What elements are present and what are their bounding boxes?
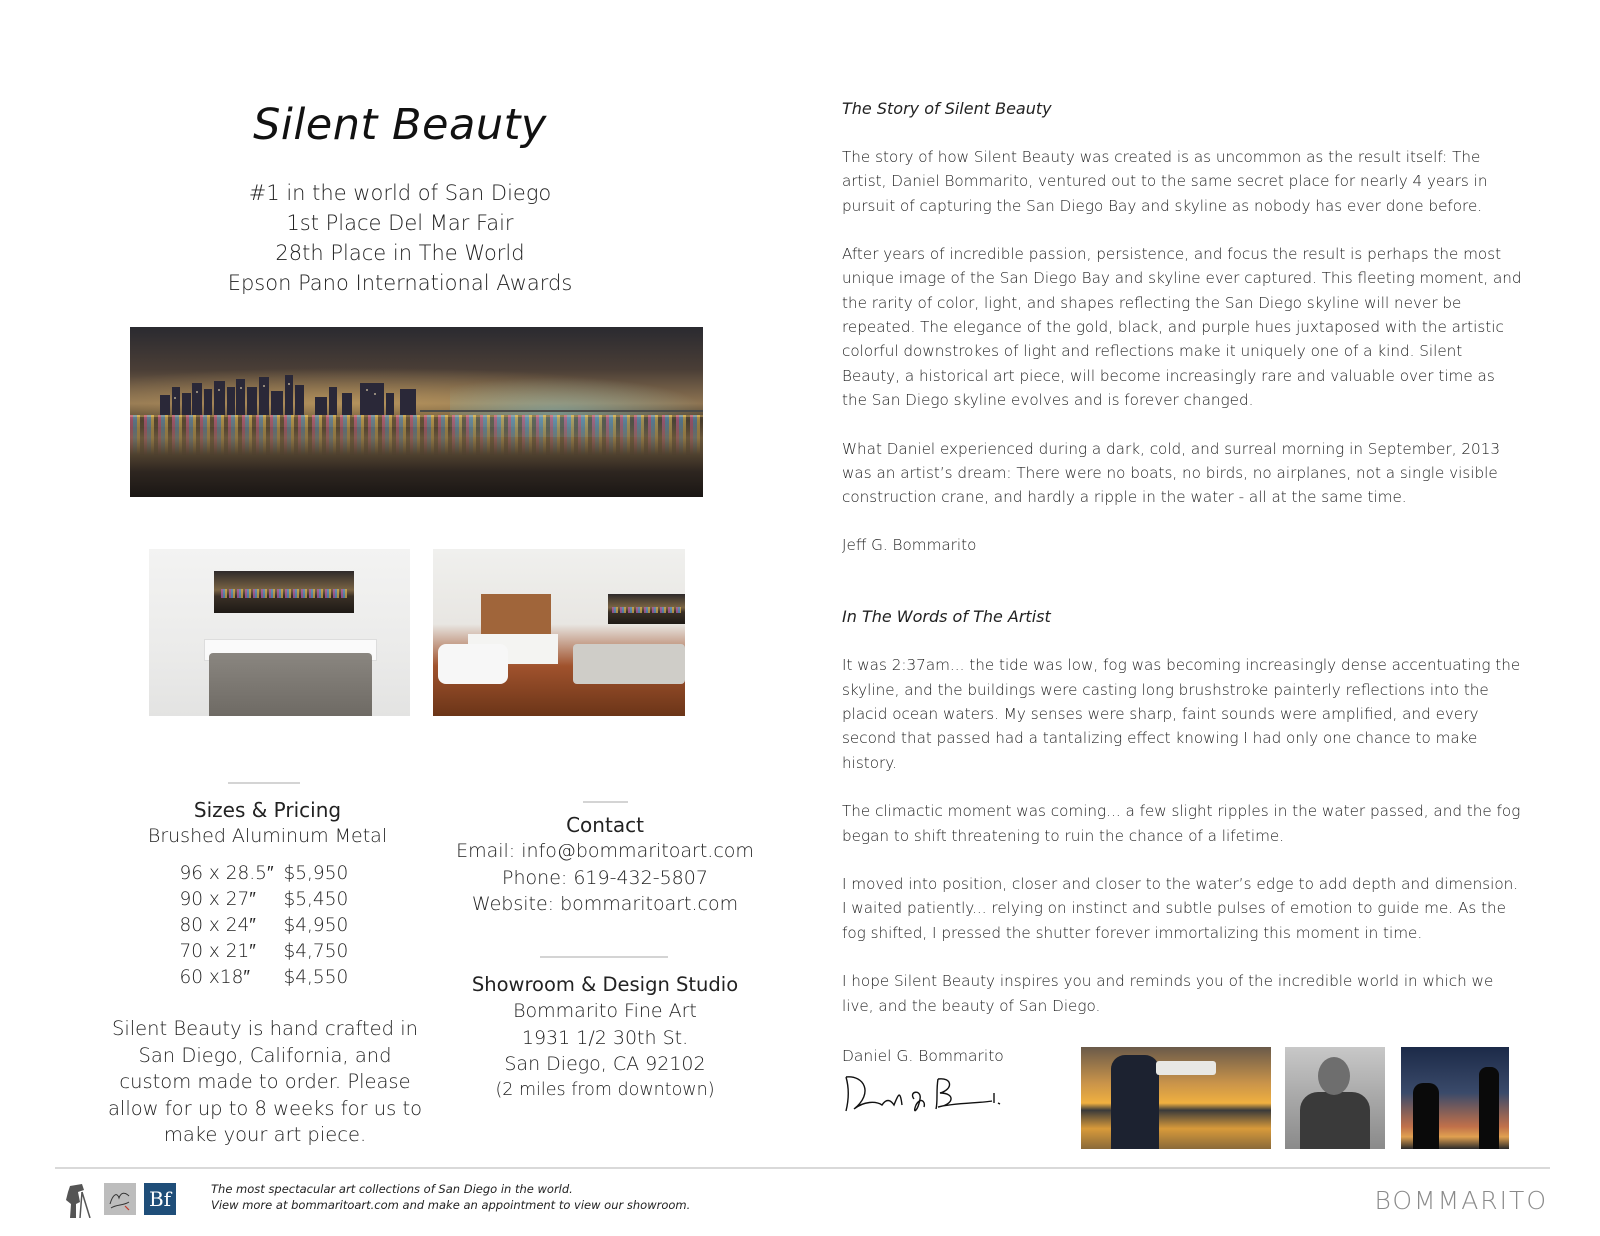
price-cell: $5,950 [283,863,349,884]
artist-silhouette-photo [1401,1047,1509,1149]
footer-line-2: View more at bommaritoart.com and make an appointment to view our showroom. [211,1198,691,1212]
pricing-material: Brushed Aluminum Metal [147,825,388,847]
story-paragraph: After years of incredible passion, persistence, and focus the result is perhaps the most unique image of the San Diego Bay and skyline ever captured. This fleeting moment, and the rarity of color, light, and shapes reflecting the San Diego skyline will never be repeated. The elegance of the gold, black, and purple hues juxtaposed with the artistic colorful downstrokes of light and reflections make it uniquely one of a kind. Silent Beauty, a historical art piece, will become increasingly rare and valuable over time as the San Diego skyline evolves and is forever changed. [842,245,1522,409]
artist-name: Daniel G. Bommarito [842,1047,1004,1065]
price-cell: $4,750 [283,941,349,962]
showroom-heading: Showroom & Design Studio [471,973,739,996]
footer-tagline [211,1181,690,1213]
portrait-head [1318,1057,1350,1095]
artist-paragraph: The climactic moment was coming... a few slight ripples in the water passed, and the fog began to shift threatening to ruin the chance of a lifetime. [842,802,1521,845]
contact-divider [583,801,628,803]
telephoto-lens [1156,1061,1216,1075]
pricing-heading: Sizes & Pricing [193,798,342,822]
skyline-silhouette [130,327,703,497]
award-item: Epson Pano International Awards [227,271,573,295]
artist-portrait-photo [1285,1047,1385,1149]
artist-signature-block [842,1045,1012,1120]
story-signature: Jeff G. Bommarito [842,536,977,555]
story-title: The Story of Silent Beauty [842,99,1052,118]
award-item: 28th Place in The World [275,241,525,265]
silhouette-person [1479,1067,1499,1149]
price-table [172,861,364,991]
price-cell: $5,450 [283,889,349,910]
contact-website[interactable]: Website: bommaritoart.com [471,893,739,915]
crafted-note: Silent Beauty is hand crafted in San Diego, California, and custom made to order. Please allow for up to 8 weeks for us to make your art piece. [107,1017,423,1146]
showroom-name: Bommarito Fine Art [513,1000,697,1022]
price-row [172,887,364,913]
size-cell: 60 x18″ [179,967,250,988]
handwritten-signature-icon [842,1071,1012,1116]
story-column [842,97,1522,1018]
price-cell: $4,550 [283,967,349,988]
artist-paragraph: I hope Silent Beauty inspires you and reminds you of the incredible world in which we live, and the beauty of San Diego. [842,972,1494,1015]
story-paragraph: The story of how Silent Beauty was created is as uncommon as the result itself: The artist, Daniel Bommarito, ventured out to the same secret place for nearly 4 years in pursuit of capturing the San Diego Bay and skyline as nobody has ever done before. [842,148,1488,215]
awards-list [200,178,600,298]
artist-paragraph: I moved into position, closer and closer to the water’s edge to add depth and dimension. I waited patiently... relying on instinct and subtle pulses of emotion to guide me. As the fog shifted, I pressed the shutter forever immortalizing this moment in time. [842,875,1519,942]
showroom-street: 1931 1/2 30th St. [521,1026,689,1049]
artwork-on-wall [214,571,354,613]
showroom-section [455,972,755,1102]
kitchen-cabinets [481,594,551,634]
price-row [172,861,364,887]
footer-brand-logo: BOMMARITO [1374,1186,1548,1215]
story-paragraph: What Daniel experienced during a dark, cold, and surreal morning in September, 2013 was an artist’s dream: There were no boats, no birds, no airplanes, not a single visible construction crane, and hardly a ripple in the water - all at the same time. [842,439,1501,507]
size-cell: 90 x 27″ [179,889,256,910]
artwork-on-wall [608,594,685,624]
signature-scribble-icon [107,1186,133,1212]
pricing-divider [228,782,300,784]
contact-section [455,812,755,918]
water-reflection [130,415,703,455]
living-room-mockup-image [433,549,685,716]
bf-logo: Bf [144,1183,176,1215]
artist-paragraph: It was 2:37am... the tide was low, fog was becoming increasingly dense accentuating the skyline, and the buildings were casting long brushstroke painterly reflections into the placid ocean waters. My senses were sharp, faint sounds were amplified, and every second that passed had a tantalizing effect knowing I had only one chance to make history. [842,656,1521,772]
footer-divider [55,1167,1550,1169]
bedroom-mockup-image [149,549,410,716]
award-item: 1st Place Del Mar Fair [286,211,514,235]
photographer-figure [1111,1055,1159,1149]
artist-photo-camera [1081,1047,1271,1149]
silhouette-photographer [1413,1083,1439,1149]
artist-title: In The Words of The Artist [842,607,1051,627]
price-row [172,939,364,965]
signature-logo-icon [104,1183,136,1215]
award-item: #1 in the world of San Diego [248,181,552,205]
size-cell: 96 x 28.5″ [179,863,274,884]
contact-email[interactable]: Email: info@bommaritoart.com [456,840,754,862]
page-title: Silent Beauty [253,100,547,150]
showroom-city: San Diego, CA 92102 [504,1053,706,1075]
hero-panorama-image [130,327,703,497]
footer-logos [60,1180,176,1218]
portrait-body [1300,1092,1370,1149]
showroom-note: (2 miles from downtown) [495,1079,715,1100]
price-row [172,913,364,939]
contact-heading: Contact [566,813,644,837]
price-cell: $4,950 [283,915,349,936]
size-cell: 70 x 21″ [179,941,256,962]
showroom-divider [540,956,668,958]
pricing-section [130,797,405,991]
bed [209,653,372,716]
size-cell: 80 x 24″ [179,915,256,936]
lounge-chair [438,644,508,684]
photographer-logo-icon [60,1180,96,1218]
footer-line-1: The most spectacular art collections of San Diego in the world. [211,1182,573,1196]
sofa [573,644,685,684]
contact-phone[interactable]: Phone: 619-432-5807 [502,866,708,889]
price-row [172,965,364,991]
